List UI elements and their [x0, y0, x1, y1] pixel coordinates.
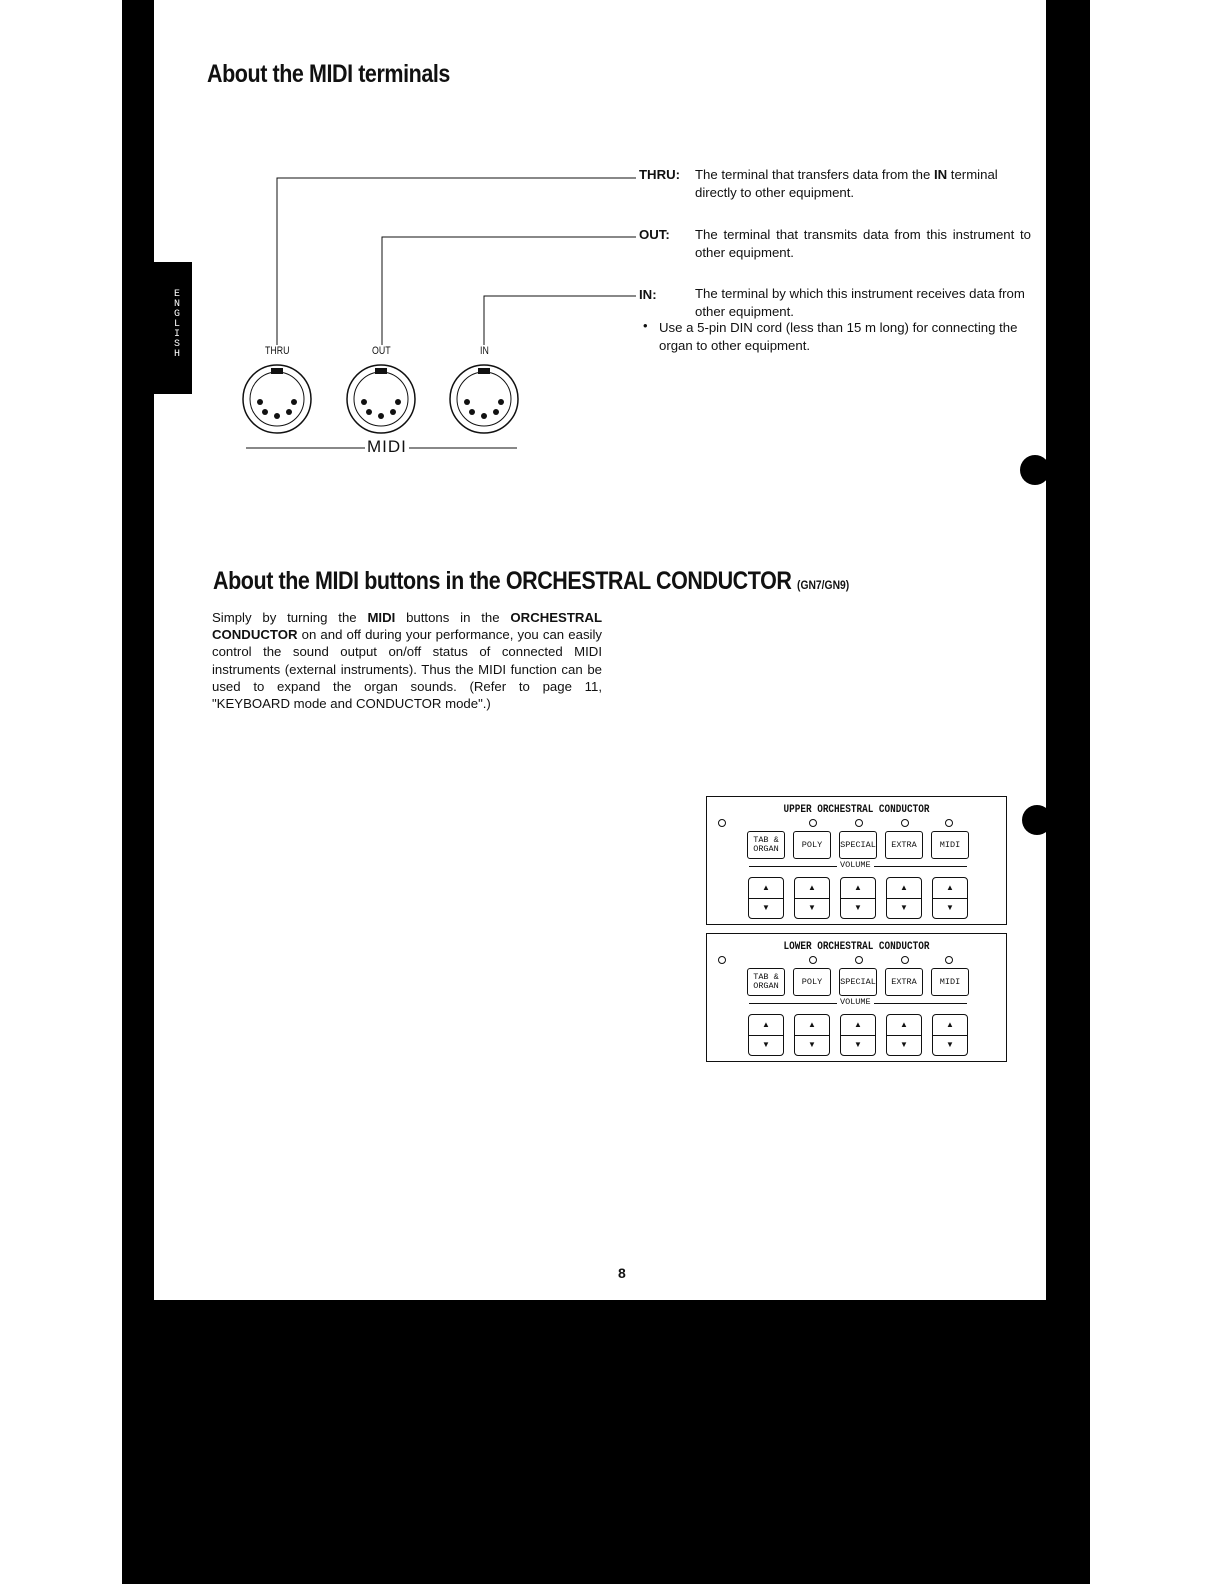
volume-rocker[interactable]: [794, 1014, 830, 1056]
in-jack-icon: [450, 365, 518, 433]
special-button[interactable]: SPECIAL: [839, 968, 877, 996]
lower-conductor-panel: [706, 933, 1007, 1062]
midi-buttons-paragraph: Simply by turning the MIDI buttons in the ORCHESTRAL CONDUCTOR on and off during your performance, you can easily control the sound output on/off status of connected MIDI instruments (external instruments). Thus the MIDI function can be used to expand the organ sounds. (Refer to page 11, "KEYBOARD mode and CONDUCTOR mode".): [212, 610, 603, 712]
section-heading-terminals: About the MIDI terminals: [207, 60, 450, 88]
volume-down-icon[interactable]: ▼: [762, 1040, 770, 1049]
led-indicator-icon: [718, 819, 726, 827]
led-indicator-icon: [809, 819, 817, 827]
term-thru: THRU:: [639, 167, 681, 182]
volume-down-icon[interactable]: ▼: [808, 1040, 816, 1049]
volume-down-icon[interactable]: ▼: [854, 1040, 862, 1049]
led-indicator-icon: [855, 819, 863, 827]
volume-up-icon[interactable]: ▲: [841, 878, 875, 899]
led-indicator-icon: [809, 956, 817, 964]
extra-button[interactable]: EXTRA: [885, 968, 923, 996]
volume-up-icon[interactable]: ▲: [887, 878, 921, 899]
volume-label: VOLUME: [837, 997, 874, 1007]
out-connector-line: [382, 237, 636, 345]
led-row: [707, 956, 1006, 966]
volume-rocker[interactable]: [794, 877, 830, 919]
led-indicator-icon: [855, 956, 863, 964]
midi-button[interactable]: MIDI: [931, 831, 969, 859]
volume-up-icon[interactable]: ▲: [841, 1015, 875, 1036]
term-in: IN:: [639, 287, 657, 302]
led-indicator-icon: [718, 956, 726, 964]
binding-hole-icon: [1020, 455, 1050, 485]
term-in-description: The terminal by which this instrument receives data from other equipment.: [695, 286, 1025, 319]
led-row: [707, 819, 1006, 829]
jack-label-thru: THRU: [265, 345, 290, 357]
volume-up-icon[interactable]: ▲: [749, 878, 783, 899]
midi-button[interactable]: MIDI: [931, 968, 969, 996]
thru-connector-line: [277, 178, 636, 345]
jack-label-out: OUT: [372, 345, 391, 357]
in-connector-line: [484, 296, 636, 345]
volume-up-icon[interactable]: ▲: [795, 878, 829, 899]
page-number: 8: [618, 1265, 626, 1281]
jack-label-in: IN: [480, 345, 489, 357]
term-thru-description: The terminal that transfers data from the IN terminal directly to other equipment.: [695, 167, 998, 200]
binding-hole-icon: [1022, 805, 1052, 835]
scan-border-bottom: [122, 1300, 1090, 1584]
led-indicator-icon: [945, 956, 953, 964]
midi-terminal-diagram: [0, 0, 700, 470]
volume-down-icon[interactable]: ▼: [900, 903, 908, 912]
volume-up-icon[interactable]: ▲: [887, 1015, 921, 1036]
volume-rocker[interactable]: [748, 1014, 784, 1056]
panel-title: LOWER ORCHESTRAL CONDUCTOR: [783, 941, 930, 953]
volume-rocker[interactable]: [932, 1014, 968, 1056]
term-out: OUT:: [639, 227, 670, 242]
tab-organ-button[interactable]: TAB & ORGAN: [747, 968, 785, 996]
volume-down-icon[interactable]: ▼: [900, 1040, 908, 1049]
volume-up-icon[interactable]: ▲: [749, 1015, 783, 1036]
volume-down-icon[interactable]: ▼: [762, 903, 770, 912]
midi-label: MIDI: [367, 437, 407, 456]
volume-rocker[interactable]: [840, 877, 876, 919]
volume-rocker[interactable]: [840, 1014, 876, 1056]
thru-jack-icon: [243, 365, 311, 433]
volume-up-icon[interactable]: ▲: [795, 1015, 829, 1036]
language-tab-label: ENGLISH: [173, 289, 180, 360]
volume-up-icon[interactable]: ▲: [933, 1015, 967, 1036]
volume-down-icon[interactable]: ▼: [854, 903, 862, 912]
extra-button[interactable]: EXTRA: [885, 831, 923, 859]
volume-up-icon[interactable]: ▲: [933, 878, 967, 899]
special-button[interactable]: SPECIAL: [839, 831, 877, 859]
led-indicator-icon: [901, 956, 909, 964]
section-heading-midi-buttons: About the MIDI buttons in the ORCHESTRAL CONDUCTOR (GN7/GN9): [213, 567, 850, 595]
out-jack-icon: [347, 365, 415, 433]
poly-button[interactable]: POLY: [793, 968, 831, 996]
tab-organ-button[interactable]: TAB & ORGAN: [747, 831, 785, 859]
poly-button[interactable]: POLY: [793, 831, 831, 859]
led-indicator-icon: [945, 819, 953, 827]
volume-rocker[interactable]: [748, 877, 784, 919]
volume-rocker[interactable]: [886, 1014, 922, 1056]
volume-down-icon[interactable]: ▼: [946, 1040, 954, 1049]
volume-rocker[interactable]: [886, 877, 922, 919]
din-cord-note: Use a 5-pin DIN cord (less than 15 m long) for connecting the organ to other equipment.: [659, 320, 1018, 353]
volume-rocker[interactable]: [932, 877, 968, 919]
term-out-description: The terminal that transmits data from this instrument to other equipment.: [695, 227, 1031, 260]
bullet-icon: •: [643, 318, 648, 333]
volume-down-icon[interactable]: ▼: [808, 903, 816, 912]
upper-conductor-panel: [706, 796, 1007, 925]
led-indicator-icon: [901, 819, 909, 827]
panel-title: UPPER ORCHESTRAL CONDUCTOR: [783, 804, 930, 816]
volume-label: VOLUME: [837, 860, 874, 870]
volume-down-icon[interactable]: ▼: [946, 903, 954, 912]
